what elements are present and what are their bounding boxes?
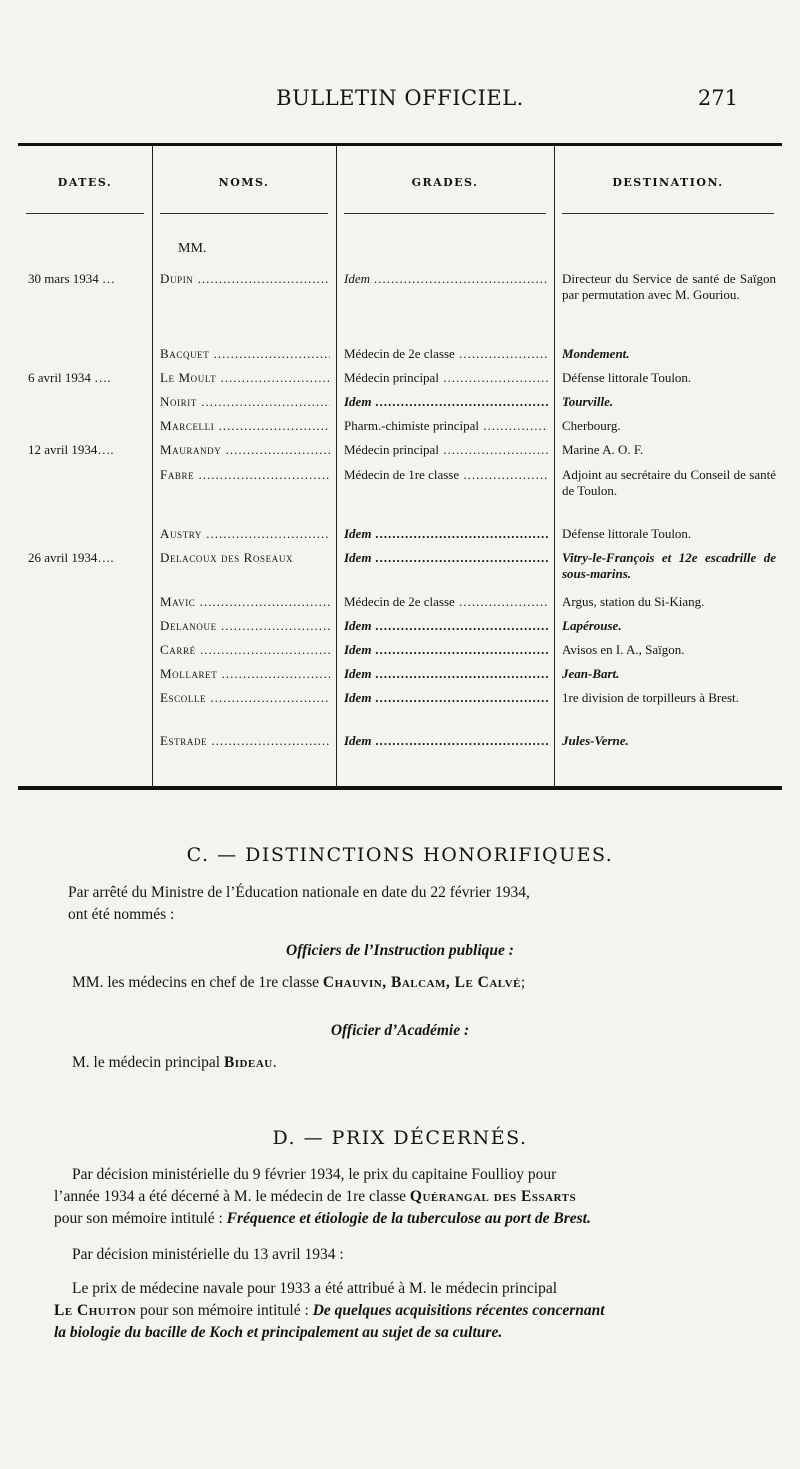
table-row-destination: Défense littorale Toulon. — [562, 370, 692, 385]
table-top-rule — [18, 143, 782, 146]
table-row-destination: Directeur du Service de santé de Saïgon par permutation avec M. Gouriou. — [562, 271, 776, 302]
officiers-instruction-line: MM. les médecins en chef de 1re classe Chauvin, Balcam, Le Calvé; — [72, 974, 526, 991]
table-row-destination: 1re division de torpilleurs à Brest. — [562, 690, 739, 705]
table-row-name: Le Moult ..... — [160, 370, 330, 386]
header-rule — [344, 213, 546, 214]
column-divider — [336, 146, 337, 786]
table-row-date: 26 avril 1934…. — [28, 550, 114, 565]
column-header-noms: NOMS. — [218, 176, 270, 189]
table-row-destination: Défense littorale Toulon. — [562, 526, 692, 541]
column-divider — [554, 146, 555, 786]
table-row-date: 30 mars 1934 … — [28, 271, 116, 286]
column-header-destination: DESTINATION. — [612, 176, 724, 189]
table-row-grade: Pharm.-chimiste principal ..... — [344, 418, 548, 434]
assignments-table — [18, 143, 782, 791]
table-row-destination: Cherbourg. — [562, 418, 621, 433]
prize-paragraph-2: Par décision ministérielle du 13 avril 1934 : — [72, 1246, 344, 1263]
table-row-grade: Médecin principal ..... — [344, 370, 548, 386]
column-header-grades: GRADES. — [411, 176, 479, 189]
table-row-grade: Idem ..... — [344, 666, 548, 682]
table-row-name: Austry ..... — [160, 526, 330, 542]
mm-label: MM. — [178, 241, 207, 256]
table-row-name: Bacquet ..... — [160, 346, 330, 362]
table-row-grade: Médecin principal ..... — [344, 442, 548, 458]
table-row-destination: Tourville. — [562, 394, 614, 409]
table-row-grade: Idem ..... — [344, 733, 548, 749]
table-row-grade: Idem ..... — [344, 618, 548, 634]
table-row-destination: Marine A. O. F. — [562, 442, 644, 457]
table-row-name: Carré ..... — [160, 642, 330, 658]
column-divider — [152, 146, 153, 786]
table-row-grade: Idem ..... — [344, 271, 548, 287]
laureate-name: Quérangal des Essarts — [409, 1188, 577, 1205]
table-row-destination: Avisos en I. A., Saïgon. — [562, 642, 685, 657]
memoir-title: Fréquence et étiologie de la tuberculose au port de Brest. — [226, 1210, 591, 1227]
laureate-name: Le Chuiton — [54, 1302, 137, 1319]
table-row-name: Estrade ..... — [160, 733, 330, 749]
prize-paragraph-1-line-2: l’année 1934 a été décerné à M. le médecin de 1re classe Quérangal des Essarts — [54, 1188, 577, 1205]
table-row-name: Escolle ..... — [160, 690, 330, 706]
table-row-name: Fabre ..... — [160, 467, 330, 483]
table-row-destination: Vitry-le-François et 12e escadrille de sous-marins. — [562, 550, 776, 581]
section-c-intro: Par arrêté du Ministre de l’Éducation nationale en date du 22 février 1934, — [68, 884, 530, 901]
table-row-destination: Jean-Bart. — [562, 666, 620, 681]
section-c-intro-end: ont été nommés : — [68, 906, 175, 923]
prize-paragraph-1-line-3: pour son mémoire intitulé : Fréquence et étiologie de la tuberculose au port de Brest. — [54, 1210, 591, 1227]
table-row-destination: Adjoint au secrétaire du Conseil de santé de Toulon. — [562, 467, 776, 498]
table-row-name: Marcelli ..... — [160, 418, 330, 434]
table-row-destination: Jules-Verne. — [562, 733, 629, 748]
table-row-grade: Idem ..... — [344, 642, 548, 658]
table-row-grade: Idem ..... — [344, 394, 548, 410]
running-head — [0, 86, 800, 116]
table-row-name: Delacoux des Roseaux — [160, 550, 294, 565]
table-row-destination: Mondement. — [562, 346, 630, 361]
table-row-destination: Argus, station du Si-Kiang. — [562, 594, 705, 609]
column-header-dates: DATES. — [57, 176, 113, 189]
section-d-heading: D. — PRIX DÉCERNÉS. — [272, 1127, 528, 1149]
section-c-heading: C. — DISTINCTIONS HONORIFIQUES. — [186, 844, 614, 866]
table-row-name: Mollaret ..... — [160, 666, 330, 682]
table-row-date: 6 avril 1934 …. — [28, 370, 111, 385]
subheading-officiers-instruction: Officiers de l’Instruction publique : — [286, 942, 514, 959]
honoree-name: Bideau — [223, 1054, 273, 1071]
page-number: 271 — [697, 86, 738, 110]
table-row-destination: Lapérouse. — [562, 618, 622, 633]
table-row-grade: Idem ..... — [344, 690, 548, 706]
table-row-name: Mavic ..... — [160, 594, 330, 610]
prize-paragraph-1: Par décision ministérielle du 9 février 1934, le prix du capitaine Foullioy pour — [72, 1166, 557, 1183]
prize-paragraph-3-line-2: Le Chuiton pour son mémoire intitulé : De quelques acquisitions récentes concernant — [54, 1302, 605, 1319]
journal-title: BULLETIN OFFICIEL. — [276, 86, 524, 110]
table-row-grade: Médecin de 2e classe ..... — [344, 346, 548, 362]
subheading-officier-academie: Officier d’Académie : — [330, 1022, 470, 1039]
table-row-name: Maurandy ..... — [160, 442, 330, 458]
table-bottom-rule — [18, 786, 782, 790]
header-rule — [26, 213, 144, 214]
table-row-name: Delanoue ..... — [160, 618, 330, 634]
table-row-grade: Médecin de 1re classe ..... — [344, 467, 548, 483]
honoree-names: Chauvin, Balcam, Le Calvé — [322, 974, 521, 991]
table-row-grade: Idem ..... — [344, 550, 548, 566]
header-rule — [160, 213, 328, 214]
table-row-date: 12 avril 1934…. — [28, 442, 114, 457]
table-row-name: Dupin ..... — [160, 271, 330, 287]
prize-paragraph-3: Le prix de médecine navale pour 1933 a été attribué à M. le médecin principal — [72, 1280, 558, 1297]
memoir-title: De quelques acquisitions récentes concernant — [312, 1302, 605, 1319]
table-row-grade: Médecin de 2e classe ..... — [344, 594, 548, 610]
officier-academie-line: M. le médecin principal Bideau. — [72, 1054, 277, 1071]
prize-paragraph-3-line-3: la biologie du bacille de Koch et principalement au sujet de sa culture. — [54, 1324, 503, 1341]
table-row-grade: Idem ..... — [344, 526, 548, 542]
header-rule — [562, 213, 774, 214]
table-row-name: Noirit ..... — [160, 394, 330, 410]
